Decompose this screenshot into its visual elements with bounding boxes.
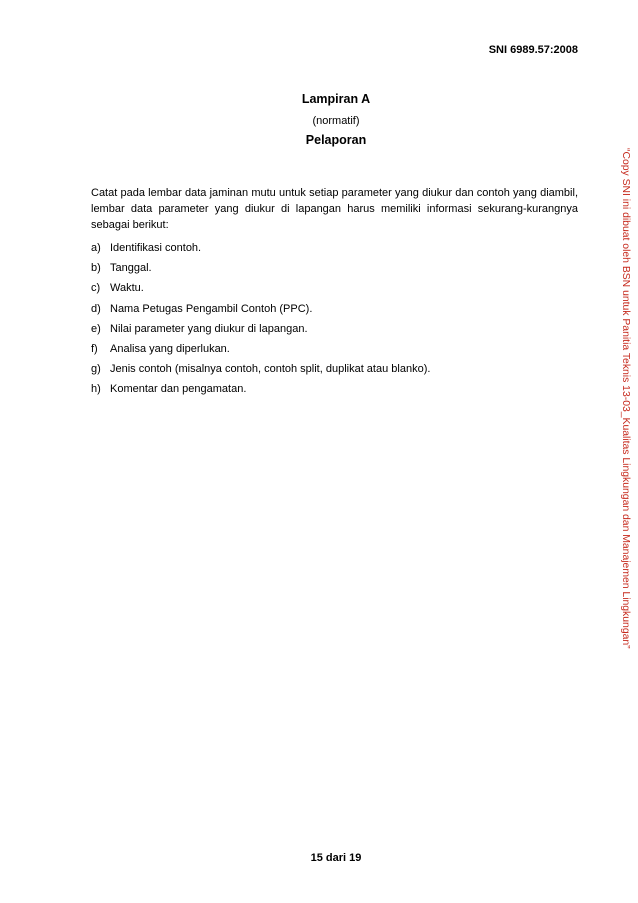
list-item-text: Komentar dan pengamatan. (110, 383, 247, 396)
list-marker: a) (91, 242, 101, 254)
list-marker: g) (91, 363, 101, 376)
list-marker: d) (91, 302, 101, 315)
list-marker: e) (91, 322, 101, 335)
list-item (91, 362, 578, 382)
list-item (91, 281, 578, 301)
list-marker: c) (91, 282, 101, 295)
list-item-text: Analisa yang diperlukan. (110, 342, 230, 355)
copyright-watermark (618, 148, 632, 685)
list-item-text: Waktu. (110, 282, 144, 295)
list-item (91, 261, 578, 281)
list-item (91, 322, 578, 342)
annex-type: (normatif) (312, 115, 360, 127)
list-item (91, 241, 578, 261)
list-marker: b) (91, 262, 101, 275)
list-item-text: Nilai parameter yang diukur di lapangan. (110, 322, 308, 335)
list-marker: f) (91, 342, 98, 355)
page-number: 15 dari 19 (310, 852, 362, 864)
list-item-text: Tanggal. (110, 262, 152, 275)
annex-heading: Pelaporan (305, 133, 367, 147)
list-item (91, 342, 578, 362)
list-item-text: Jenis contoh (misalnya contoh, contoh split, duplikat atau blanko). (110, 363, 431, 376)
annex-title: Lampiran A (301, 92, 371, 106)
list-item-text: Identifikasi contoh. (110, 242, 202, 254)
list-item (91, 382, 578, 402)
list-item-text: Nama Petugas Pengambil Contoh (PPC). (110, 302, 313, 315)
document-id: SNI 6989.57:2008 (488, 44, 578, 56)
item-list (91, 241, 578, 403)
copyright-watermark-text: “Copy SNI ini dibuat oleh BSN untuk Panitia Teknis 13-03_Kualitas Lingkungan dan Manajemen Lingkungan” (620, 148, 631, 649)
intro-paragraph: Catat pada lembar data jaminan mutu untuk setiap parameter yang diukur dan contoh yang diambil, lembar data parameter yang diukur di lapangan harus memiliki informasi sekurang-kurangnya sebagai berikut: (91, 187, 578, 231)
list-item (91, 302, 578, 322)
list-marker: h) (91, 383, 101, 396)
